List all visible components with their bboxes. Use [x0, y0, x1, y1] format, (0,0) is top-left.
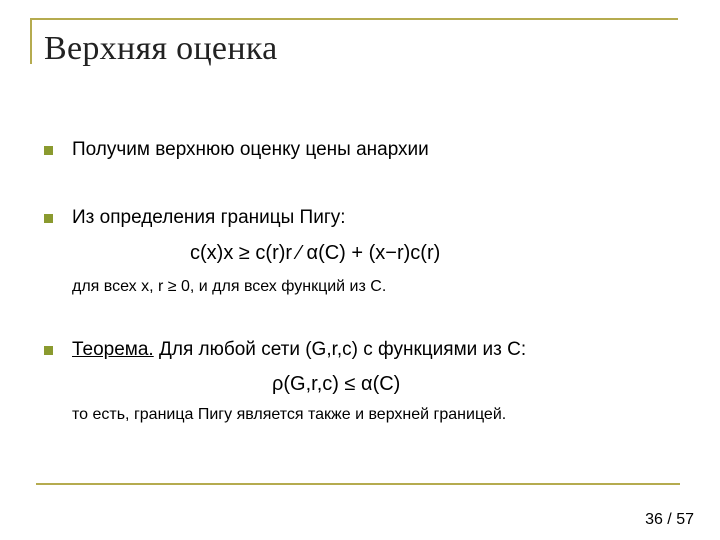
page-number: 36 / 57 [645, 511, 694, 528]
pigou-inequality-formula: c(x)x ≥ c(r)r ⁄ α(C) + (x−r)c(r) [190, 242, 441, 264]
bullet-marker-3 [44, 346, 53, 355]
theorem-label: Теорема. [72, 339, 154, 360]
theorem-statement: Для любой сети (G,r,c) с функциями из C: [153, 339, 527, 360]
left-rule [30, 18, 32, 64]
bullet-text-3 [72, 339, 526, 361]
theorem-conclusion-note: то есть, граница Пигу является также и верхней границей. [72, 406, 507, 423]
bullet-marker-2 [44, 214, 53, 223]
price-of-anarchy-bound: ρ(G,r,c) ≤ α(C) [272, 373, 401, 395]
formula-condition-note: для всех x, r ≥ 0, и для всех функций из C. [72, 278, 387, 295]
top-rule [30, 18, 678, 20]
bullet-marker-1 [44, 146, 53, 155]
bullet-text-2: Из определения границы Пигу: [72, 207, 346, 228]
bullet-text-1: Получим верхнюю оценку цены анархии [72, 139, 429, 160]
bottom-rule [36, 483, 680, 485]
slide-title: Верхняя оценка [44, 30, 278, 67]
